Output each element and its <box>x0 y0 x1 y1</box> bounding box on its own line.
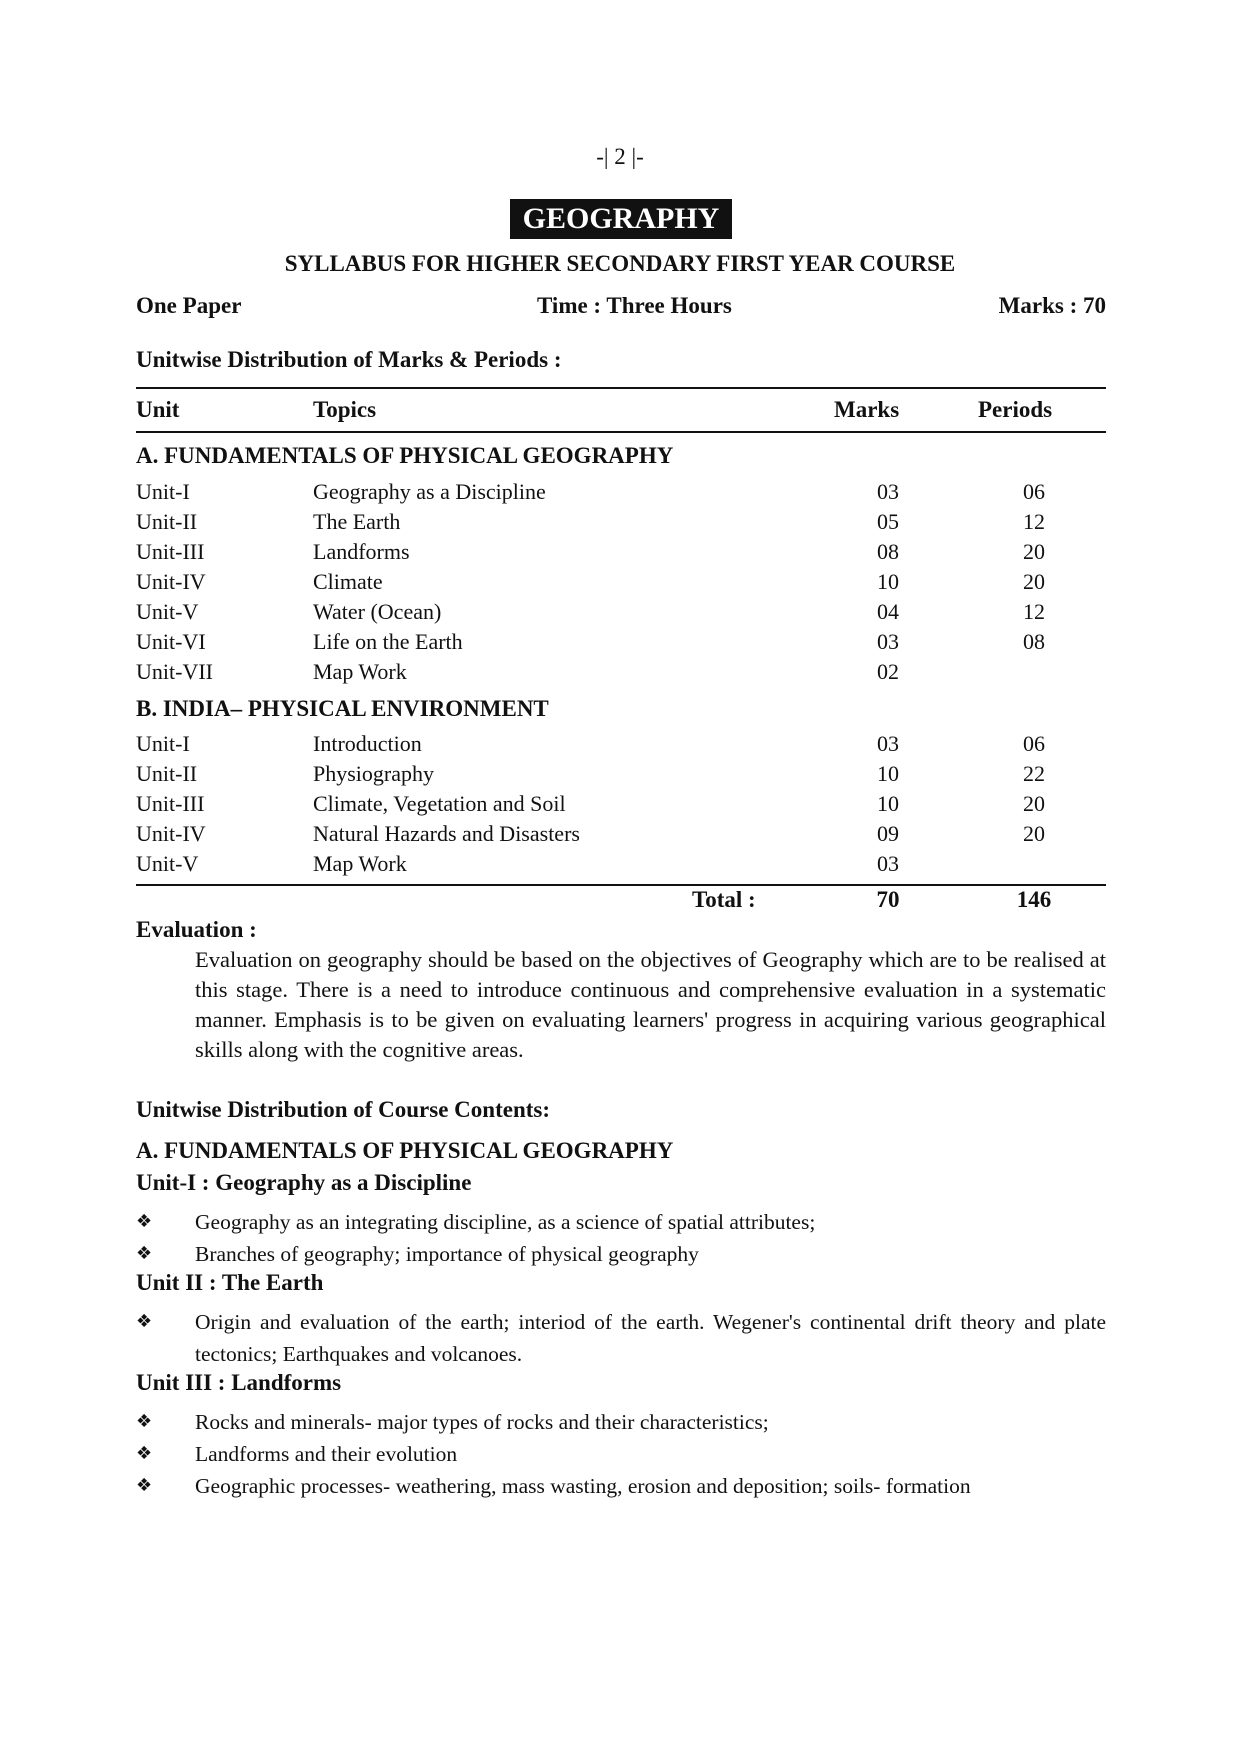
row-topic: Map Work <box>313 659 407 684</box>
row-topic: Map Work <box>313 851 407 876</box>
table-row <box>136 761 1106 791</box>
header-topics: Topics <box>313 397 377 422</box>
row-marks: 10 <box>877 569 899 594</box>
row-topic: Natural Hazards and Disasters <box>313 821 580 846</box>
table-row <box>136 791 1106 821</box>
row-unit: Unit-I <box>136 731 190 756</box>
row-periods: 08 <box>1023 629 1045 654</box>
section-b-title: B. INDIA– PHYSICAL ENVIRONMENT <box>136 696 549 721</box>
row-marks: 03 <box>877 629 899 654</box>
bullet-icon: ❖ <box>136 1475 153 1496</box>
row-marks: 03 <box>877 479 899 504</box>
distribution-heading: Unitwise Distribution of Marks & Periods : <box>136 347 562 372</box>
row-periods: 06 <box>1023 731 1045 756</box>
evaluation-paragraph: Evaluation on geography should be based on the objectives of Geography which are to be realised at this stage. There is a need to introduce continuous and comprehensive evaluation in a systematic manner. Emphasis is to be given on evaluating learners' progress in acquiring various geographical skills along with the cognitive areas. <box>195 947 1106 1062</box>
total-label: Total : <box>692 887 756 912</box>
table-row <box>136 479 1106 509</box>
total-row <box>136 887 1106 917</box>
header-marks: Marks <box>834 397 900 422</box>
unit-2-heading: Unit II : The Earth <box>136 1270 324 1295</box>
row-topic: Climate <box>313 569 383 594</box>
row-unit: Unit-V <box>136 599 199 624</box>
section-a-title: A. FUNDAMENTALS OF PHYSICAL GEOGRAPHY <box>136 443 674 468</box>
paper-label: One Paper <box>136 293 242 318</box>
row-periods: 20 <box>1023 821 1045 846</box>
unit-3-heading: Unit III : Landforms <box>136 1370 342 1395</box>
page-number: -| 2 |- <box>596 144 644 169</box>
row-unit: Unit-VI <box>136 629 206 654</box>
total-marks: 70 <box>876 887 900 912</box>
part-a-heading: A. FUNDAMENTALS OF PHYSICAL GEOGRAPHY <box>136 1138 674 1163</box>
list-item-text: Landforms and their evolution <box>195 1442 458 1466</box>
subject-title: GEOGRAPHY <box>510 199 732 239</box>
row-periods: 12 <box>1023 599 1045 624</box>
total-periods: 146 <box>1016 887 1052 912</box>
table-header-rule <box>136 431 1106 433</box>
row-unit: Unit-IV <box>136 569 206 594</box>
row-periods: 20 <box>1023 791 1045 816</box>
list-item-text: Geography as an integrating discipline, as a science of spatial attributes; <box>195 1210 816 1234</box>
row-unit: Unit-VII <box>136 659 213 684</box>
row-topic: Physiography <box>313 761 434 786</box>
table-row <box>136 851 1106 881</box>
table-row <box>136 821 1106 851</box>
bullet-icon: ❖ <box>136 1443 153 1464</box>
row-marks: 05 <box>877 509 899 534</box>
row-periods: 22 <box>1023 761 1045 786</box>
row-unit: Unit-III <box>136 791 205 816</box>
exam-meta <box>136 293 1106 323</box>
bullet-icon: ❖ <box>136 1211 153 1232</box>
row-marks: 08 <box>877 539 899 564</box>
row-unit: Unit-II <box>136 509 198 534</box>
header-periods: Periods <box>978 397 1053 422</box>
time-label: Time : Three Hours <box>537 293 732 318</box>
table-total-rule <box>136 884 1106 886</box>
marks-label: Marks : 70 <box>998 293 1106 318</box>
table-row <box>136 629 1106 659</box>
bullet-icon: ❖ <box>136 1243 153 1264</box>
table-row <box>136 599 1106 629</box>
row-topic: Geography as a Discipline <box>313 479 546 504</box>
row-unit: Unit-II <box>136 761 198 786</box>
row-marks: 03 <box>877 851 899 876</box>
table-row <box>136 659 1106 689</box>
table-row <box>136 509 1106 539</box>
row-topic: Landforms <box>313 539 410 564</box>
row-marks: 02 <box>877 659 899 684</box>
row-topic: Water (Ocean) <box>313 599 442 624</box>
bullet-icon: ❖ <box>136 1411 153 1432</box>
row-unit: Unit-V <box>136 851 199 876</box>
table-row <box>136 731 1106 761</box>
list-item-text: Branches of geography; importance of physical geography <box>195 1242 699 1266</box>
row-topic: Life on the Earth <box>313 629 463 654</box>
row-marks: 10 <box>877 791 899 816</box>
table-row <box>136 569 1106 599</box>
row-unit: Unit-IV <box>136 821 206 846</box>
syllabus-subtitle: SYLLABUS FOR HIGHER SECONDARY FIRST YEAR COURSE <box>284 251 956 276</box>
table-top-rule <box>136 387 1106 389</box>
row-topic: Climate, Vegetation and Soil <box>313 791 566 816</box>
row-topic: The Earth <box>313 509 401 534</box>
row-periods: 12 <box>1023 509 1045 534</box>
row-periods: 20 <box>1023 539 1045 564</box>
row-topic: Introduction <box>313 731 422 756</box>
list-item-text: Origin and evaluation of the earth; interiod of the earth. Wegener's continental drift theory and plate tectonics; Earthquakes and volcanoes. <box>195 1310 1106 1366</box>
row-unit: Unit-I <box>136 479 190 504</box>
row-marks: 09 <box>877 821 899 846</box>
unit-1-heading: Unit-I : Geography as a Discipline <box>136 1170 472 1195</box>
row-marks: 04 <box>877 599 899 624</box>
header-unit: Unit <box>136 397 180 422</box>
bullet-icon: ❖ <box>136 1311 153 1332</box>
row-marks: 10 <box>877 761 899 786</box>
row-marks: 03 <box>877 731 899 756</box>
row-periods: 06 <box>1023 479 1045 504</box>
row-unit: Unit-III <box>136 539 205 564</box>
table-row <box>136 539 1106 569</box>
list-item-text: Geographic processes- weathering, mass wasting, erosion and deposition; soils- formation <box>195 1474 971 1498</box>
row-periods: 20 <box>1023 569 1045 594</box>
course-contents-heading: Unitwise Distribution of Course Contents: <box>136 1097 550 1122</box>
list-item-text: Rocks and minerals- major types of rocks and their characteristics; <box>195 1410 769 1434</box>
evaluation-heading: Evaluation : <box>136 917 257 942</box>
